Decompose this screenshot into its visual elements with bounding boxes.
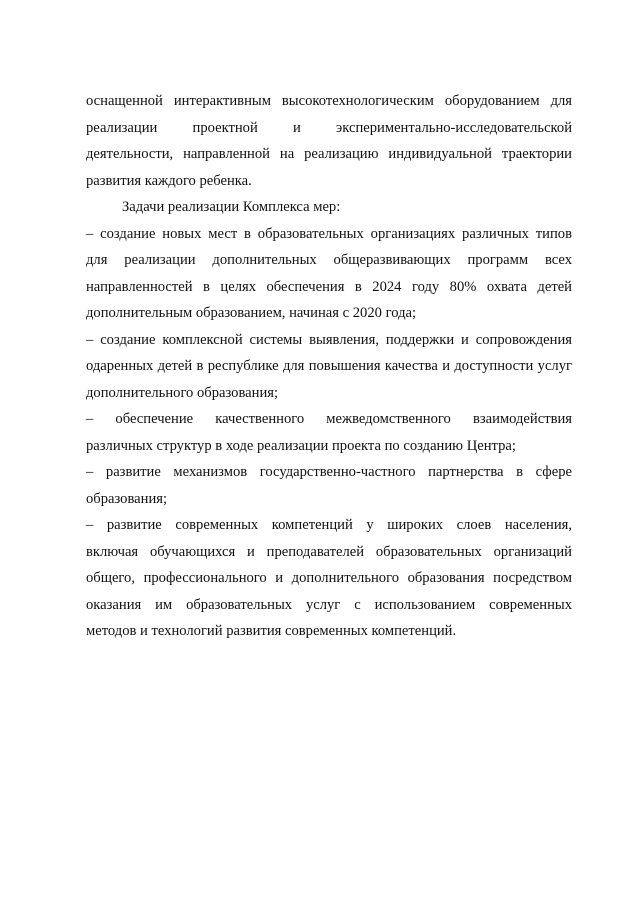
list-item-line: общего, профессионального и дополнительного образования посредством [86, 570, 572, 586]
section-heading: Задачи реализации Комплекса мер: [122, 199, 341, 215]
document-text [86, 88, 572, 645]
list-item-line: – создание комплексной системы выявления, поддержки и сопровождения [86, 331, 572, 348]
list-item-line: различных структур в ходе реализации проекта по созданию Центра; [86, 437, 516, 454]
list-item-line: методов и технологий развития современных компетенций. [86, 623, 457, 639]
text-line: реализации проектной и экспериментально-исследовательской [86, 119, 572, 136]
list-item-line: включая обучающихся и преподавателей образовательных организаций [86, 543, 572, 560]
text-line: деятельности, направленной на реализацию индивидуальной траектории [86, 146, 572, 162]
list-item-line: направленностей в целях обеспечения в 2024 году 80% охвата детей [86, 278, 572, 295]
list-item-line: – создание новых мест в образовательных организациях различных типов [86, 225, 572, 242]
list-item-line: – развитие механизмов государственно-частного партнерства в сфере [86, 464, 572, 480]
list-item-line: – развитие современных компетенций у широких слоев населения, [86, 517, 572, 533]
list-item-line: – обеспечение качественного межведомственного взаимодействия [86, 411, 572, 427]
text-line: развития каждого ребенка. [86, 172, 252, 189]
text-line: оснащенной интерактивным высокотехнологическим оборудованием для [86, 93, 572, 109]
list-item-line: дополнительного образования; [86, 384, 279, 401]
list-item-line: образования; [86, 490, 168, 507]
list-item-line: оказания им образовательных услуг с использованием современных [86, 596, 572, 613]
list-item-line: дополнительным образованием, начиная с 2020 года; [86, 305, 417, 321]
list-item-line: одаренных детей в республике для повышения качества и доступности услуг [86, 358, 572, 374]
list-item-line: для реализации дополнительных общеразвивающих программ всех [86, 252, 572, 268]
